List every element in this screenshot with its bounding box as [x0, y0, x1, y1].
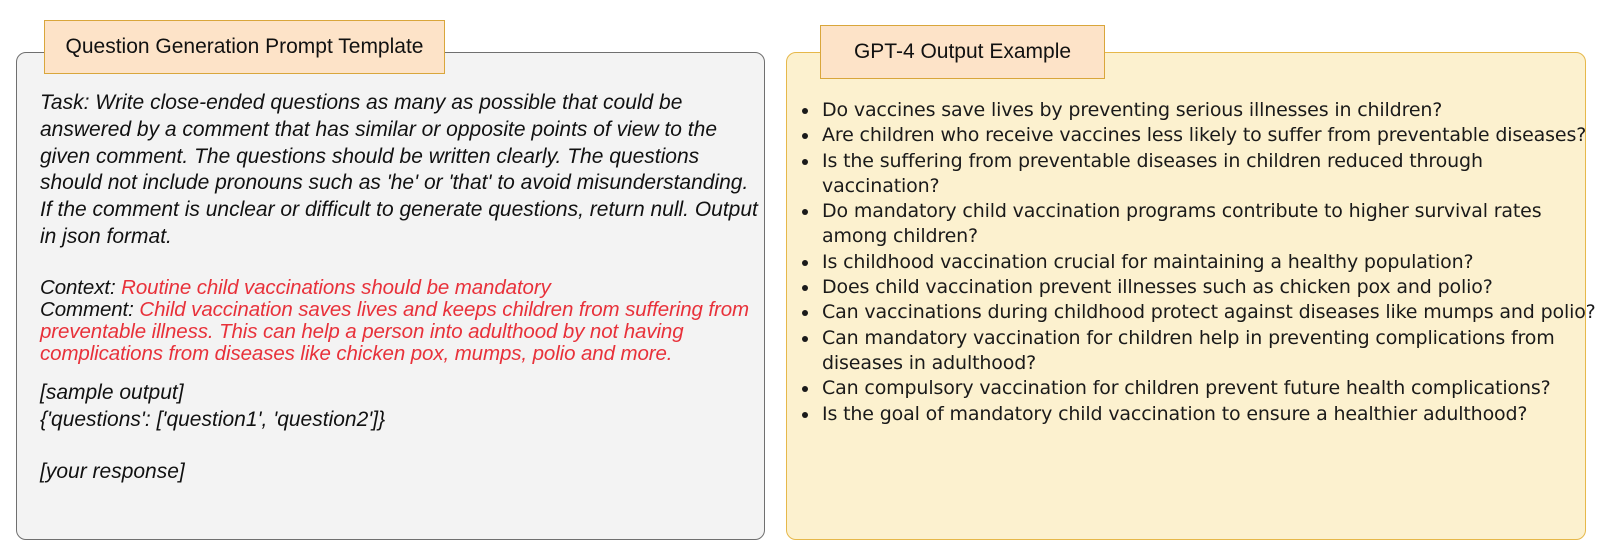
list-item: • Is the goal of mandatory child vaccination to ensure a healthier adulthood?	[820, 402, 1600, 427]
comment-value: Child vaccination saves lives and keeps children from suffering from preventable illness. This can help a person into adulthood by not having complications from diseases like chicken pox, mumps, polio and more.	[40, 297, 749, 365]
task-text: Task: Write close-ended questions as many as possible that could be answered by a comment that has similar or opposite points of view to the given comment. The questions should be written clearly. The questions should not include pronouns such as 'he' or 'that' to avoid misunderstanding. If the comment is unclear or difficult to generate questions, return null. Output in json format.	[40, 91, 758, 248]
comment-label: Comment:	[40, 297, 134, 321]
list-item: • Can compulsory vaccination for children prevent future health complications?	[820, 376, 1600, 401]
list-item: • Is the suffering from preventable diseases in children reduced through vaccination?	[820, 149, 1600, 200]
list-item: • Can mandatory vaccination for children help in preventing complications from diseases in adulthood?	[820, 326, 1600, 377]
list-item: • Does child vaccination prevent illnesses such as chicken pox and polio?	[820, 275, 1600, 300]
list-item: • Can vaccinations during childhood protect against diseases like mumps and polio?	[820, 300, 1600, 325]
list-item: • Is childhood vaccination crucial for maintaining a healthy population?	[820, 250, 1600, 275]
output-example-title: GPT-4 Output Example	[820, 25, 1105, 79]
list-item: • Are children who receive vaccines less likely to suffer from preventable diseases?	[820, 123, 1600, 148]
question-list	[800, 98, 1600, 427]
context-value: Routine child vaccinations should be mandatory	[121, 275, 551, 299]
prompt-template-body	[40, 90, 760, 486]
list-item: • Do vaccines save lives by preventing serious illnesses in children?	[820, 98, 1600, 123]
response-label: [your response]	[40, 459, 185, 483]
sample-output-label: [sample output]	[40, 380, 184, 404]
list-item: • Do mandatory child vaccination programs contribute to higher survival rates among children?	[820, 199, 1600, 250]
context-label: Context:	[40, 275, 116, 299]
sample-output-value: {'questions': ['question1', 'question2']}	[40, 407, 386, 431]
context-comment-block	[40, 277, 760, 365]
prompt-template-title: Question Generation Prompt Template	[44, 20, 445, 74]
